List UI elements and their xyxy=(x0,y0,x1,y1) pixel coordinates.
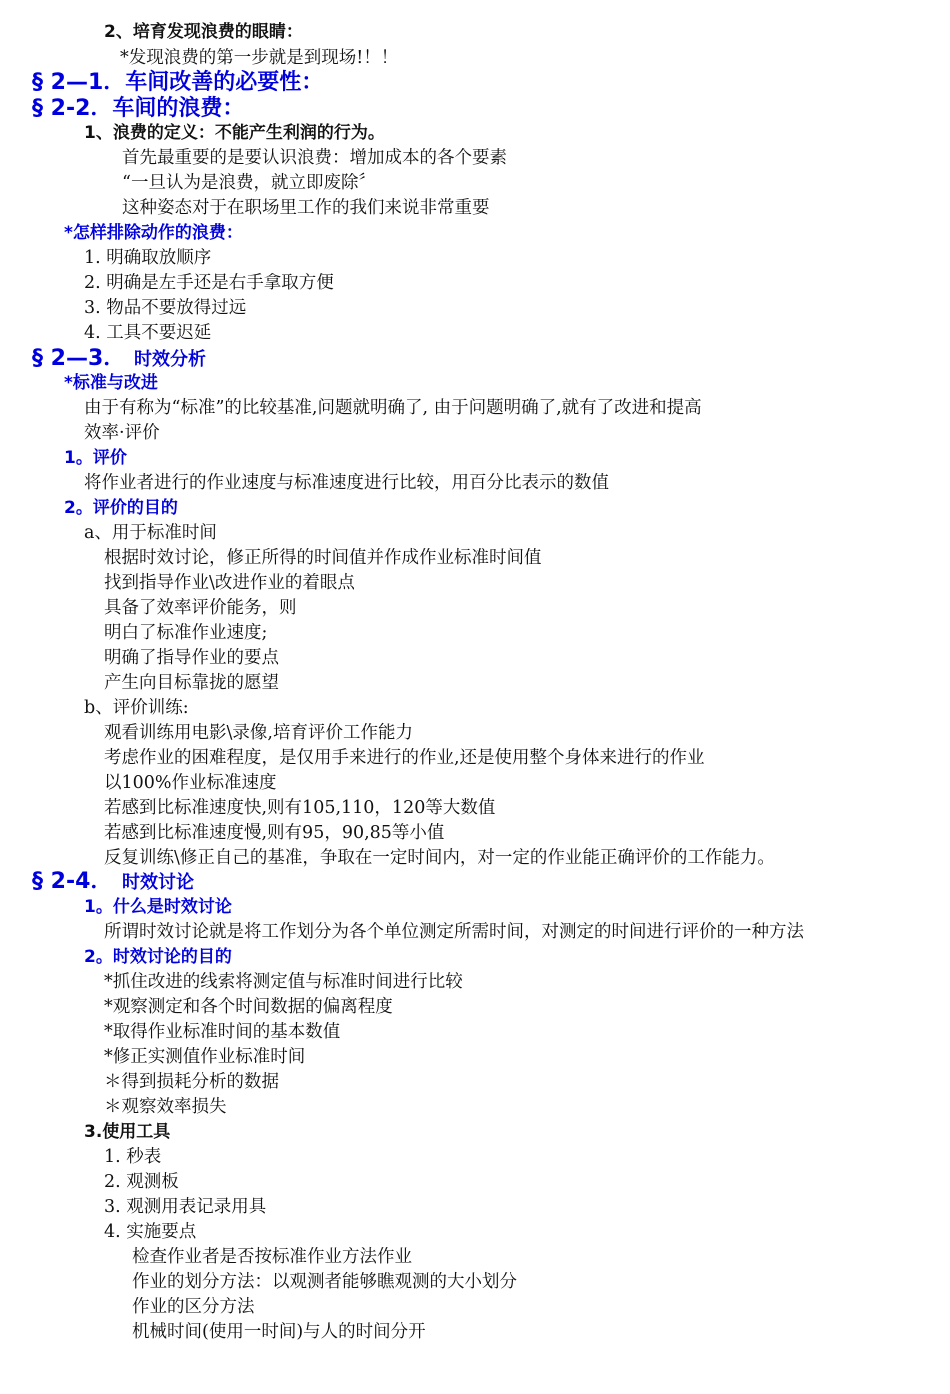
subheading: 2。评价的目的 xyxy=(64,498,178,518)
text-line: *取得作业标准时间的基本数值 xyxy=(104,1022,341,1042)
section-heading-title: 时效分析 xyxy=(134,349,206,370)
text-line: 若感到比标准速度快,则有105,110，120等大数值 xyxy=(104,798,496,818)
section-heading: § 2-2．车间的浪费： xyxy=(32,96,245,121)
text-line: 根据时效讨论，修正所得的时间值并作成作业标准时间值 xyxy=(104,548,542,568)
text-line: 具备了效率评价能务，则 xyxy=(104,598,297,618)
text-line: 检查作业者是否按标准作业方法作业 xyxy=(132,1247,412,1267)
list-item: 3. 物品不要放得过远 xyxy=(84,298,247,318)
text-line: 反复训练\修正自己的基准，争取在一定时间内，对一定的作业能正确评价的工作能力。 xyxy=(104,848,775,868)
list-item: a、用于标准时间 xyxy=(84,523,217,543)
section-heading-title: 时效讨论 xyxy=(122,872,194,893)
subheading: *怎样排除动作的浪费： xyxy=(64,223,243,243)
list-item: 4. 工具不要迟延 xyxy=(84,323,212,343)
text-line: 以100%作业标准速度 xyxy=(104,773,277,793)
subheading: 1。评价 xyxy=(64,448,127,468)
text-line: 这种姿态对于在职场里工作的我们来说非常重要 xyxy=(122,198,490,218)
text-line: *观察测定和各个时间数据的偏离程度 xyxy=(104,997,393,1017)
list-item: 4. 实施要点 xyxy=(104,1222,197,1242)
text-line: “一旦认为是浪费，就立即废除〞 xyxy=(122,173,376,193)
subheading: *标准与改进 xyxy=(64,373,158,393)
text-line: 明确了指导作业的要点 xyxy=(104,648,279,668)
text-line: 将作业者进行的作业速度与标准速度进行比较，用百分比表示的数值 xyxy=(84,473,609,493)
text-line: *抓住改进的线索将测定值与标准时间进行比较 xyxy=(104,972,463,992)
text-line: 产生向目标靠拢的愿望 xyxy=(104,673,279,693)
text-line: 明白了标准作业速度; xyxy=(104,623,268,643)
text-line: 首先最重要的是要认识浪费：增加成本的各个要素 xyxy=(122,148,507,168)
list-item: 2. 明确是左手还是右手拿取方便 xyxy=(84,273,334,293)
subheading: 2。时效讨论的目的 xyxy=(84,947,232,967)
list-item: 2. 观测板 xyxy=(104,1172,179,1192)
text-line: 由于有称为“标准”的比较基准,问题就明确了, 由于问题明确了,就有了改进和提高 xyxy=(84,398,702,418)
text-line: 若感到比标准速度慢,则有95，90,85等小值 xyxy=(104,823,445,843)
list-item: 1. 秒表 xyxy=(104,1147,162,1167)
list-item: 3. 观测用表记录用具 xyxy=(104,1197,267,1217)
subheading: 1。什么是时效讨论 xyxy=(84,897,232,917)
text-line: 观看训练用电影\录像,培育评价工作能力 xyxy=(104,723,413,743)
text-line: *修正实测值作业标准时间 xyxy=(104,1047,306,1067)
text-line: 效率·评价 xyxy=(84,423,160,443)
section-heading: § 2-4． xyxy=(32,869,113,894)
text-line: *发现浪费的第一步就是到现场!！！ xyxy=(120,48,399,68)
list-item: b、评价训练: xyxy=(84,698,189,718)
list-item: 1. 明确取放顺序 xyxy=(84,248,212,268)
heading-line: 3.使用工具 xyxy=(84,1122,171,1142)
text-line: 作业的划分方法：以观测者能够瞧观测的大小划分 xyxy=(132,1272,517,1292)
text-line: 机械时间(使用一时间)与人的时间分开 xyxy=(132,1322,426,1342)
text-line: ＊观察效率损失 xyxy=(104,1097,227,1117)
text-line: ＊得到损耗分析的数据 xyxy=(104,1072,279,1092)
section-heading: § 2—3． xyxy=(32,346,126,371)
text-line: 作业的区分方法 xyxy=(132,1297,255,1317)
text-line: 考虑作业的困难程度，是仅用手来进行的作业,还是使用整个身体来进行的作业 xyxy=(104,748,705,768)
heading-line: 2、培育发现浪费的眼睛： xyxy=(104,22,303,42)
heading-line: 1、浪费的定义：不能产生利润的行为。 xyxy=(84,123,385,143)
text-line: 所谓时效讨论就是将工作划分为各个单位测定所需时间，对测定的时间进行评价的一种方法 xyxy=(104,922,804,942)
text-line: 找到指导作业\改进作业的着眼点 xyxy=(104,573,355,593)
section-heading: § 2—1．车间改善的必要性： xyxy=(32,70,324,95)
